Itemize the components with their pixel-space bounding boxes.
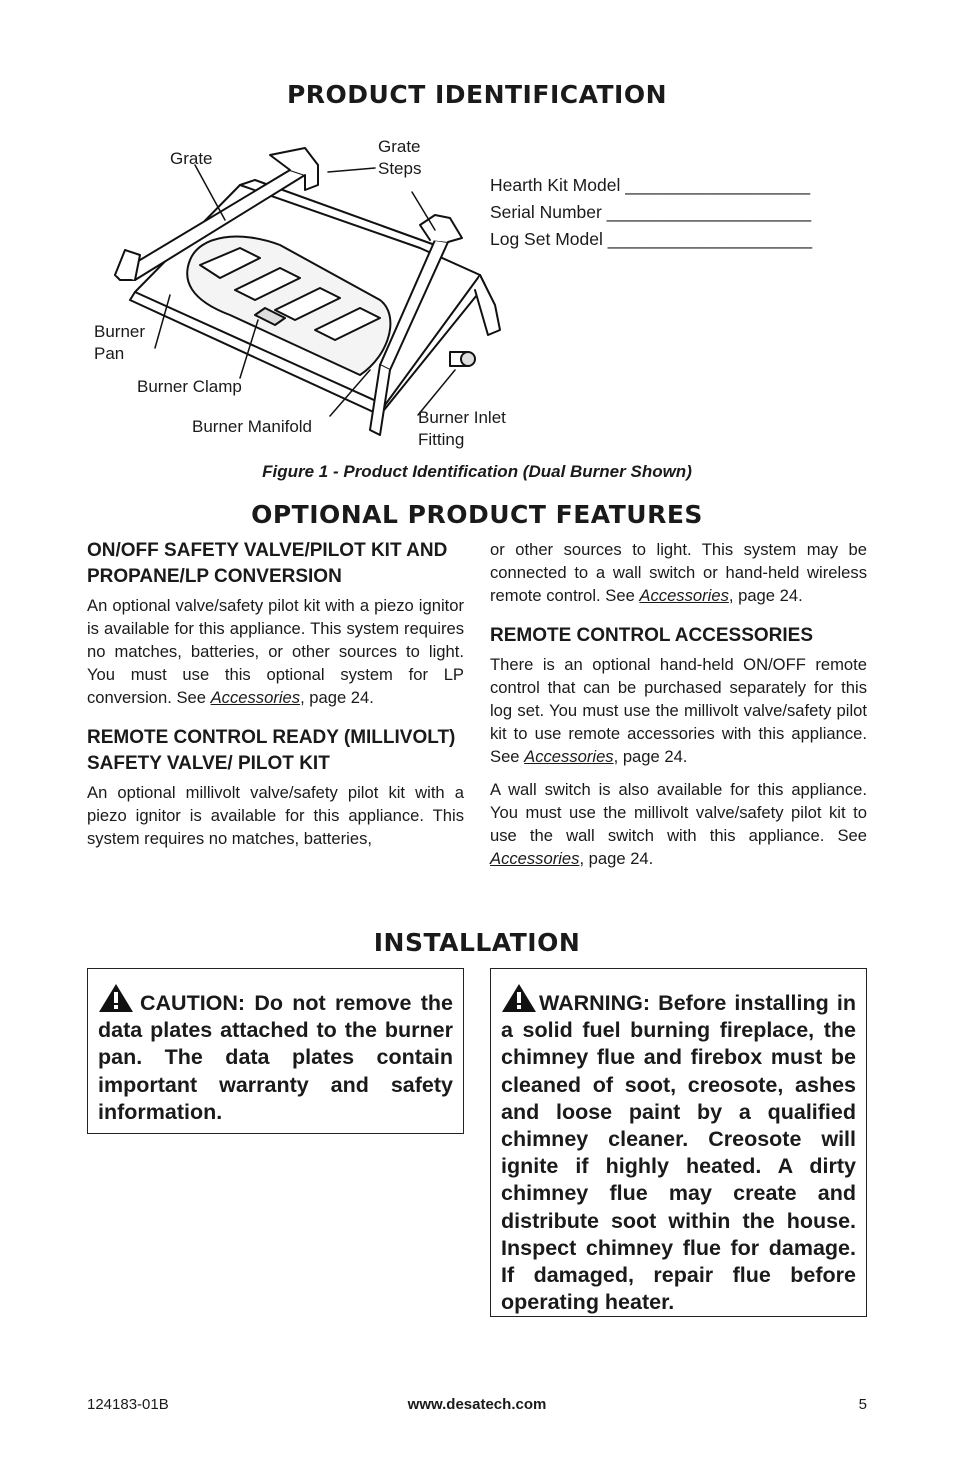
caution-text: CAUTION: Do not remove the data plates attached to the burner pan. The data plates contain important warranty and safety information. (98, 991, 453, 1124)
hearth-kit-model-field: Hearth Kit Model ___________________ (490, 175, 811, 195)
label-burner-clamp: Burner Clamp (137, 377, 242, 396)
label-burner-pan: Burner Pan (94, 322, 146, 363)
caution-box (87, 968, 464, 1134)
figure-caption: Figure 1 - Product Identification (Dual Burner Shown) (262, 462, 692, 481)
website: www.desatech.com (407, 1396, 547, 1413)
label-grate: Grate (170, 149, 213, 168)
inlet-fitting-shape (461, 352, 475, 366)
page-title: PRODUCT IDENTIFICATION (286, 80, 668, 109)
paragraph: A wall switch is also available for this appliance. You must use the millivolt valve/safety pilot kit to use the wall switch with this appliance. See Accessories, page 24. (490, 780, 867, 868)
installation-title: INSTALLATION (373, 928, 581, 957)
features-left-column (87, 538, 464, 860)
section-heading: REMOTE CONTROL ACCESSORIES (490, 625, 814, 646)
accessories-link[interactable]: Accessories (639, 586, 729, 605)
log-set-model-field: Log Set Model _____________________ (490, 229, 813, 249)
page-number: 5 (858, 1396, 867, 1413)
warning-box (490, 968, 867, 1317)
warning-text: WARNING: Before installing in a solid fuel burning fireplace, the chimney flue and firebox must be cleaned of soot, creosote, ashes and loose paint by a qualified chimney cleaner. Creosote will ignite if highly heated. A dirty chimney flue may create and distribute soot within the house. Inspect chimney flue for damage. If damaged, repair flue before operating heater. (501, 991, 856, 1315)
section-heading: ON/OFF SAFETY VALVE/PILOT KIT AND PROPANE/LP CONVERSION (87, 540, 448, 587)
label-burner-inlet: Burner Inlet Fitting (418, 408, 506, 449)
label-grate-steps: Grate Steps (378, 137, 422, 178)
warning-triangle-icon (501, 983, 537, 1013)
accessories-link[interactable]: Accessories (524, 747, 614, 766)
features-right-column (490, 538, 867, 880)
section-heading: REMOTE CONTROL READY (MILLIVOLT) SAFETY VALVE/ PILOT KIT (87, 727, 456, 774)
paragraph: An optional millivolt valve/safety pilot kit with a piezo ignitor is available for this appliance. This system requires no matches, batteries, (87, 783, 464, 848)
serial-number-field: Serial Number _____________________ (490, 202, 812, 222)
paragraph: There is an optional hand-held ON/OFF remote control that can be purchased separately for this log set. You must use the millivolt valve/safety pilot kit to use remote accessories with this appliance. See Accessories, page 24. (490, 655, 867, 766)
paragraph: or other sources to light. This system may be connected to a wall switch or hand-held wireless remote control. See Accessories, page 24. (490, 540, 867, 605)
accessories-link[interactable]: Accessories (210, 688, 301, 707)
features-title: OPTIONAL PRODUCT FEATURES (251, 500, 703, 529)
warning-triangle-icon (98, 983, 134, 1013)
accessories-link[interactable]: Accessories (490, 849, 580, 868)
paragraph: An optional valve/safety pilot kit with a piezo ignitor is available for this appliance. This system requires no matches, batteries, or other sources to light. You must use this optional system for LP conversion. See Accessories, page 24. (87, 596, 464, 707)
label-burner-manifold: Burner Manifold (192, 417, 313, 436)
id-form (490, 172, 812, 253)
doc-number: 124183-01B (87, 1396, 169, 1413)
